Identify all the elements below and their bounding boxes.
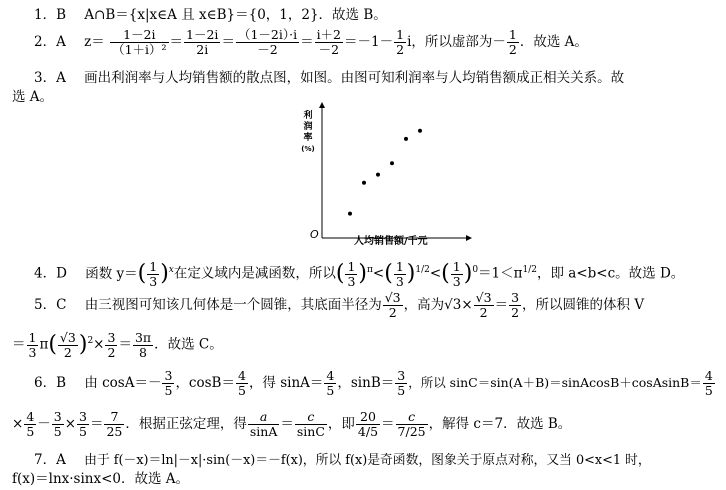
y-axis-label-part-1: 利 xyxy=(303,111,313,121)
q5-frac-third: $\frac{1}{3}$ xyxy=(28,329,37,360)
q3-num: 3．A xyxy=(34,70,66,86)
q5-b: ，高为√3× xyxy=(403,297,473,313)
q6-l2f: ＝ xyxy=(280,416,294,432)
q6-frac-e: $\frac{4}{5}$ xyxy=(704,368,713,398)
q4-b: 在定义域内是减函数，所以 xyxy=(173,265,336,282)
q5-frac-r: $\frac{√3}{2}$ xyxy=(384,290,401,320)
q4-line: 4．D 函数 y＝( $\frac{1}{3}$ )$^x$在定义域内是减函数，所以( $\frac{1}{3}$ )$^\pi$<( $\frac{1}{3}$ )$^{1/2}$<( $\frac{1}{3}$ )$^0=1<\pi^{1/2}$，即 a<b<c。故选 D。 xyxy=(34,258,685,289)
q4-frac-3: $\frac{1}{3}$ xyxy=(395,258,404,289)
q1-num: 1．B xyxy=(34,7,67,23)
q6-frac-l: $\frac{c}{\sin C}$ xyxy=(296,409,325,439)
q6-l2a: × xyxy=(12,416,24,432)
data-point-5 xyxy=(404,137,408,141)
q5-pi: π xyxy=(39,336,49,353)
q4-lt-1: < xyxy=(372,265,385,282)
q4-d: ，即 a<b<c。故选 D。 xyxy=(537,265,685,282)
q5-frac-sq: $\frac{√3}{2}$ xyxy=(59,329,76,360)
q6-frac-j: $\frac{7}{25}$ xyxy=(106,409,123,439)
q6-frac-d: $\frac{3}{5}$ xyxy=(397,368,406,398)
x-axis-arrow xyxy=(466,235,472,241)
q2-frac-5: $\frac{1}{2}$ xyxy=(396,27,405,57)
q1-line xyxy=(34,6,387,24)
q5-line xyxy=(34,290,644,320)
q6-frac-g: $\frac{4}{5}$ xyxy=(26,409,35,439)
q5-e: ，所以圆锥的体积 V xyxy=(522,297,645,313)
q6-frac-b: $\frac{4}{5}$ xyxy=(237,368,246,398)
q2-frac-4: $\frac{i+2}{-2}$ xyxy=(316,27,342,57)
q6-l2e: ．根据正弦定理，得 xyxy=(125,416,247,432)
q5-num: 5．C xyxy=(34,297,67,313)
q4-lt-2: < xyxy=(429,265,442,282)
y-axis-label-part-2: 润 xyxy=(303,122,313,132)
q2-frac-3: $\frac{(1-2i)\cdot i}{-2}$ xyxy=(237,27,298,57)
q5-frac-height: $\frac{3}{2}$ xyxy=(511,290,520,320)
q6-frac-k: $\frac{a}{\sin A}$ xyxy=(249,409,278,439)
data-point-2 xyxy=(362,181,366,185)
q6-c: ，得 sinA＝ xyxy=(248,375,324,391)
q5-a: 由三视图可知该几何体是一个圆锥，其底面半径为 xyxy=(84,297,382,313)
q6-l2i: ，解得 c＝7．故选 B。 xyxy=(428,416,572,432)
q4-frac-4: $\frac{1}{3}$ xyxy=(452,258,461,289)
q2-line: 2．A z＝ $\frac{1-2i}{\text{（1＋i）²}}$ ＝ $\frac{1-2i}{2i}$ ＝ $\frac{(1-2i)\cdot i}{-2}$ ＝ $\frac{i+2}{-2}$ ＝－1－ $\frac{1}{2}$ i，所以虚部为－ $\frac{1}{2}$ ．故选 A。 xyxy=(34,27,588,57)
y-axis-label-part-3: 率 xyxy=(303,133,313,143)
q2-end: ．故选 A。 xyxy=(519,34,588,50)
data-point-6 xyxy=(418,129,422,133)
q3-line-2: 选 A。 xyxy=(12,89,54,105)
points-group xyxy=(348,129,422,216)
q2-frac-1: $\frac{1-2i}{\text{（1＋i）²}}$ xyxy=(112,27,167,57)
q2-num: 2．A xyxy=(34,34,66,50)
q6-frac-c: $\frac{4}{5}$ xyxy=(326,368,335,398)
q3-line xyxy=(34,69,624,87)
q7-text: 由于 f(－x)＝ln|－x|·sin(－x)＝－f(x)，所以 f(x)是奇函数，图象关于原点对称，又当 0<x<1 时， xyxy=(84,453,651,468)
q6-e: ，所以 sinC＝sin(A＋B)＝sinAcosB＋cosAsinB＝ xyxy=(408,375,702,390)
q2-frac-2: $\frac{1-2i}{2i}$ xyxy=(186,27,219,57)
q6-frac-i: $\frac{3}{5}$ xyxy=(79,409,87,439)
q6-b: ，cosB＝ xyxy=(175,375,235,391)
q4-a: 函数 y＝ xyxy=(85,265,138,282)
data-point-3 xyxy=(376,173,380,177)
q7-line-2: f(x)＝lnx·sinx<0．故选 A。 xyxy=(12,471,190,487)
scatter-chart xyxy=(296,100,476,248)
q6-frac-m: $\frac{20}{4/5}$ xyxy=(357,409,379,439)
q6-line xyxy=(34,368,716,398)
q5-frac-t: $\frac{3}{2}$ xyxy=(107,329,116,360)
q2-eq: ＝－1－ xyxy=(344,34,394,50)
q4-exp-zero: 0 xyxy=(472,265,479,275)
q4-exp-x: x xyxy=(168,265,174,275)
q5-l2a: ＝ xyxy=(12,336,26,353)
q6-l2h: ＝ xyxy=(381,416,395,432)
data-point-4 xyxy=(390,161,394,165)
q4-c: ＝1＜π xyxy=(478,265,523,282)
q7-line xyxy=(34,451,651,470)
y-axis-label xyxy=(301,109,314,153)
q6-a: 由 cosA＝－ xyxy=(84,375,162,391)
q4-exp-pi: π xyxy=(367,265,373,275)
q6-l2g: ，即 xyxy=(327,416,355,432)
x-axis-label: 人均销售额/千元 xyxy=(354,236,428,247)
q6-frac-a: $\frac{3}{5}$ xyxy=(164,368,173,398)
q7-num: 7．A xyxy=(34,452,66,468)
q6-l2d: ＝ xyxy=(89,416,104,432)
q4-exp-half: 1/2 xyxy=(415,265,430,275)
q6-l2c: × xyxy=(64,416,77,432)
q2-lhs: z＝ xyxy=(84,34,105,50)
q6-num: 6．B xyxy=(34,375,67,391)
q6-frac-o: $\frac{c}{7/25}$ xyxy=(397,409,426,439)
q1-text: A∩B＝{x|x∈A 且 x∈B}＝{0，1，2}．故选 B。 xyxy=(84,7,387,23)
q5-frac-result: $\frac{3\pi}{8}$ xyxy=(134,329,152,360)
q5-frac-h: $\frac{√3}{2}$ xyxy=(475,290,492,320)
q6-frac-h: $\frac{3}{5}$ xyxy=(53,409,62,439)
q5-end: ．故选 C。 xyxy=(154,336,223,353)
q5-line-2: ＝ $\frac{1}{3}$ π( $\frac{√3}{2}$ )$^2$× $\frac{3}{2}$ ＝ $\frac{3\pi}{8}$ ．故选 C。 xyxy=(12,329,223,360)
q4-pi-exp: 1/2 xyxy=(522,265,537,275)
q4-frac-base: $\frac{1}{3}$ xyxy=(149,258,158,289)
y-axis-label-part-4: (%) xyxy=(301,145,315,153)
q4-frac-2: $\frac{1}{3}$ xyxy=(347,258,356,289)
q2-frac-6: $\frac{1}{2}$ xyxy=(508,27,517,57)
origin-label: O xyxy=(310,228,319,241)
y-axis-arrow xyxy=(319,102,325,108)
q6-l2b: － xyxy=(37,416,51,432)
q6-line-2 xyxy=(12,402,571,446)
q6-d: ，sinB＝ xyxy=(337,375,395,391)
q5-eq: ＝ xyxy=(118,336,132,353)
data-point-1 xyxy=(348,212,352,216)
q5-sq: 2 xyxy=(87,336,94,346)
q4-num: 4．D xyxy=(34,265,67,282)
q5-c: ＝ xyxy=(494,297,509,313)
q5-times: × xyxy=(93,336,105,353)
q2-imag: i，所以虚部为－ xyxy=(407,34,506,50)
q3-text: 画出利润率与人均销售额的散点图，如图。由图可知利润率与人均销售额成正相关关系。故 xyxy=(84,70,625,86)
